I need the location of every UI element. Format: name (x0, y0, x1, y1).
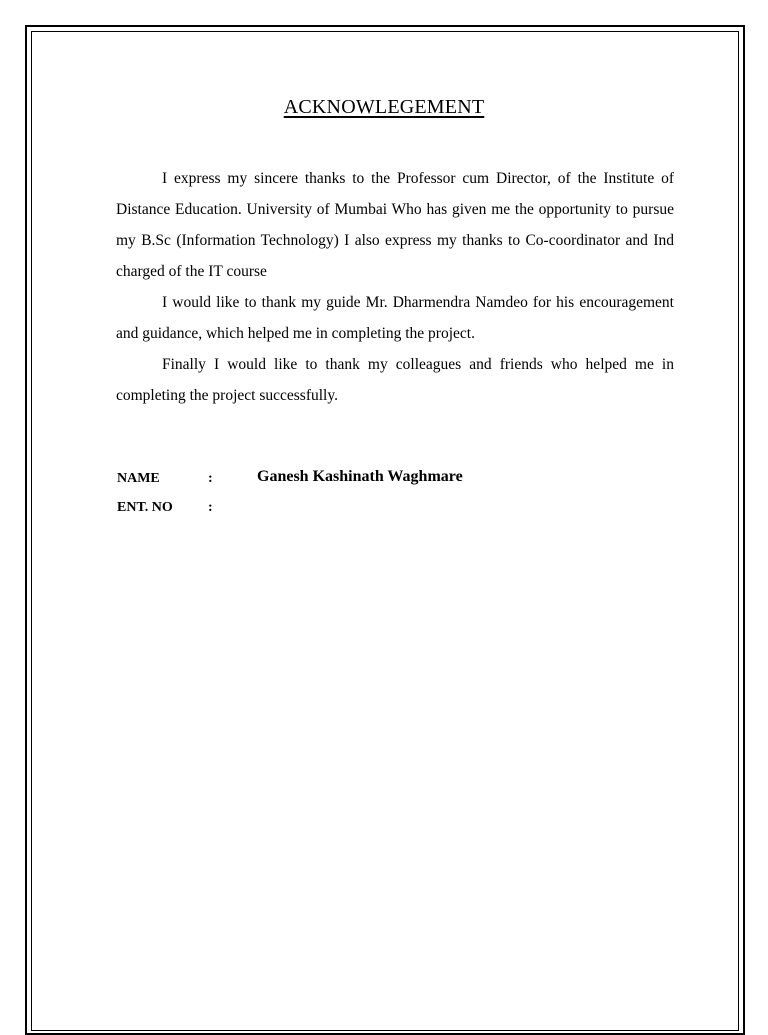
enrollment-number-colon: : (208, 500, 213, 515)
acknowledgement-body (116, 163, 674, 411)
paragraph-thanks-guide: I would like to thank my guide Mr. Dharmendra Namdeo for his encouragement and guidance, which helped me in completing the project. (116, 294, 674, 342)
name-label: NAME (117, 471, 160, 486)
page-title: ACKNOWLEGEMENT (283, 96, 485, 118)
name-value: Ganesh Kashinath Waghmare (257, 468, 463, 485)
paragraph-thanks-director: I express my sincere thanks to the Professor cum Director, of the Institute of Distance Education. University of Mumbai Who has given me the opportunity to pursue my B.Sc (Information Technology) I also express my thanks to Co-coordinator and Ind charged of the IT course (116, 170, 674, 280)
name-colon: : (208, 471, 213, 486)
enrollment-number-label: ENT. NO (117, 500, 173, 515)
paragraph-thanks-colleagues: Finally I would like to thank my colleagues and friends who helped me in completing the project successfully. (116, 356, 674, 404)
